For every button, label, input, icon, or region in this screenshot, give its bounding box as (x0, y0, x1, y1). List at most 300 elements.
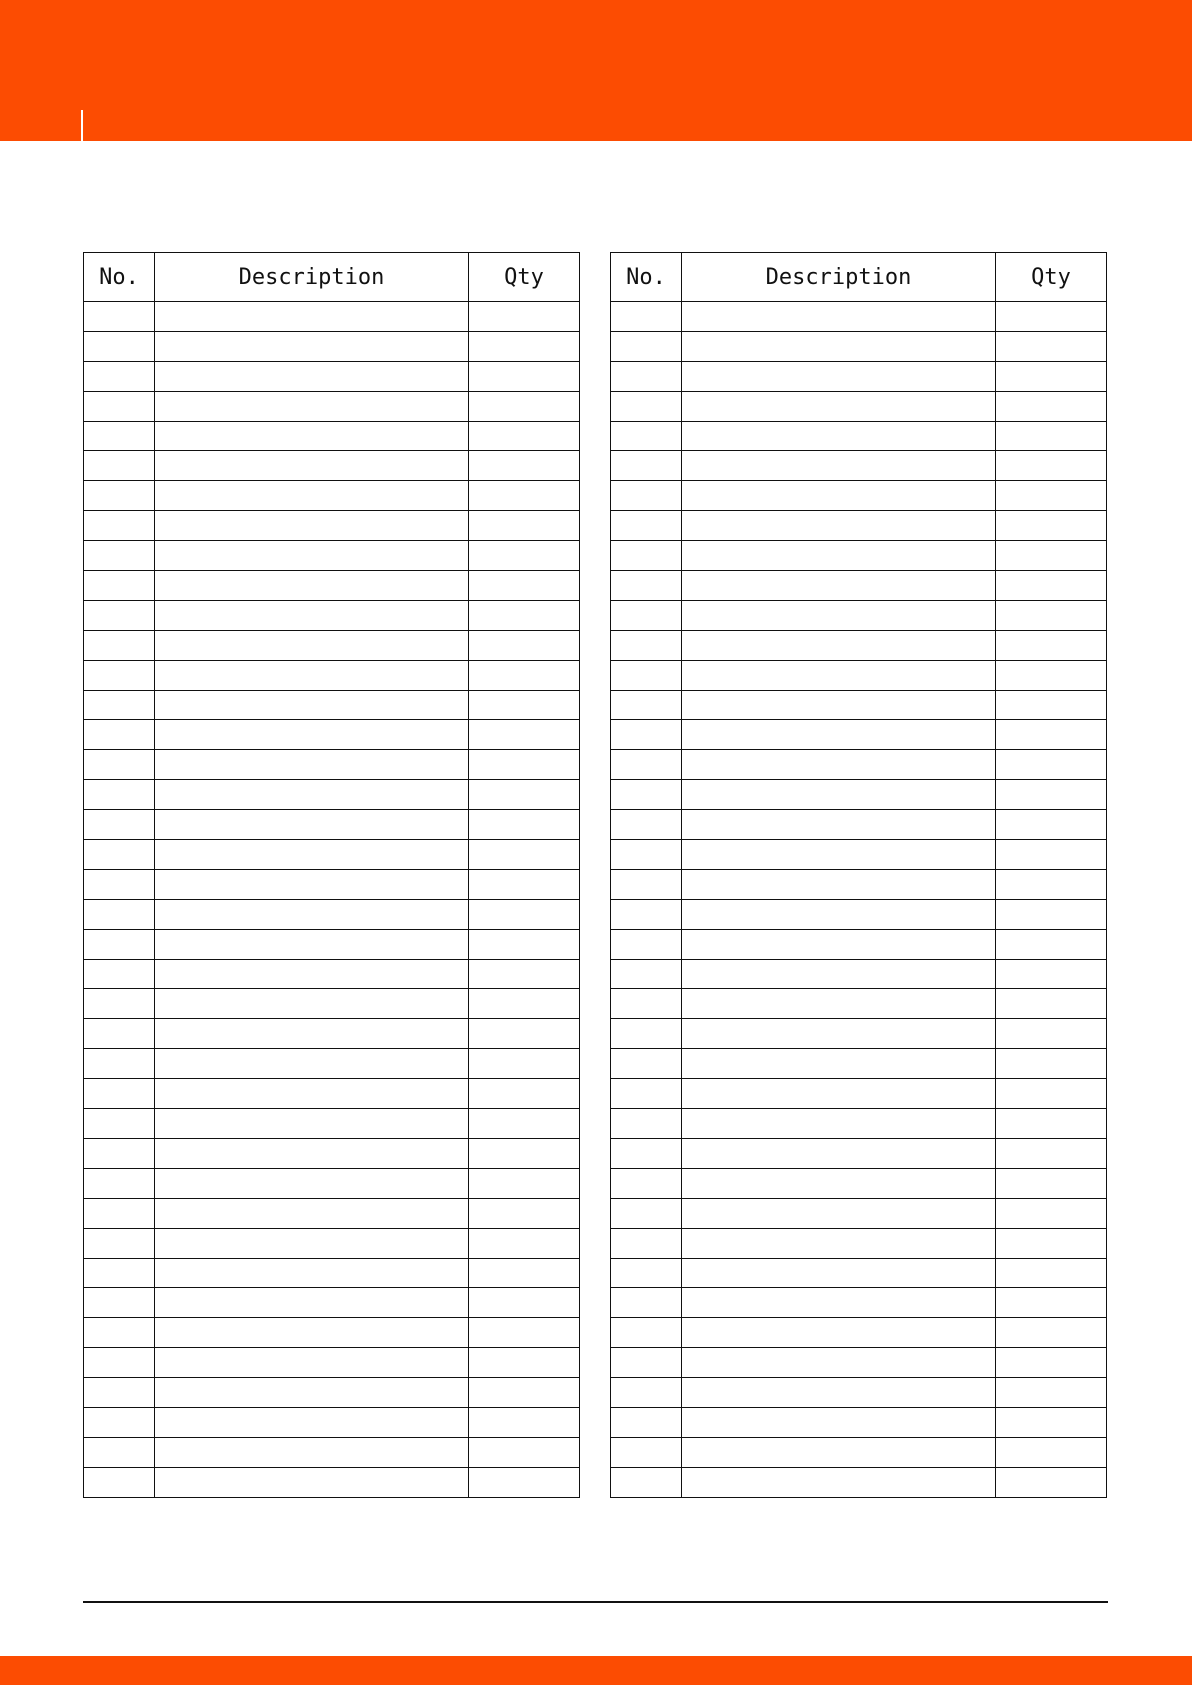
no-cell[interactable] (84, 541, 155, 571)
description-cell[interactable] (682, 1318, 996, 1348)
qty-cell[interactable] (469, 1407, 580, 1437)
no-cell[interactable] (611, 571, 682, 601)
qty-cell[interactable] (469, 1437, 580, 1467)
no-cell[interactable] (611, 1348, 682, 1378)
qty-cell[interactable] (996, 929, 1107, 959)
description-cell[interactable] (682, 690, 996, 720)
table-row (611, 391, 1107, 421)
no-cell[interactable] (611, 331, 682, 361)
no-cell[interactable] (84, 451, 155, 481)
description-cell[interactable] (155, 1198, 469, 1228)
table-header-row (84, 253, 580, 302)
qty-cell[interactable] (469, 690, 580, 720)
table-row (84, 541, 580, 571)
qty-cell[interactable] (996, 331, 1107, 361)
description-cell[interactable] (155, 541, 469, 571)
no-cell[interactable] (611, 690, 682, 720)
no-cell[interactable] (84, 1109, 155, 1139)
table-row (611, 1258, 1107, 1288)
description-cell[interactable] (155, 391, 469, 421)
qty-cell[interactable] (469, 302, 580, 332)
no-cell[interactable] (84, 302, 155, 332)
description-cell[interactable] (682, 1258, 996, 1288)
no-cell[interactable] (84, 750, 155, 780)
no-cell[interactable] (611, 959, 682, 989)
no-cell[interactable] (84, 1288, 155, 1318)
qty-cell[interactable] (996, 660, 1107, 690)
table-row (84, 421, 580, 451)
table-row (611, 1168, 1107, 1198)
qty-cell[interactable] (996, 1079, 1107, 1109)
table-row (611, 571, 1107, 601)
qty-cell[interactable] (996, 391, 1107, 421)
description-cell[interactable] (682, 1198, 996, 1228)
description-cell[interactable] (155, 750, 469, 780)
table-row (611, 720, 1107, 750)
qty-cell[interactable] (996, 302, 1107, 332)
qty-cell[interactable] (469, 600, 580, 630)
description-cell[interactable] (155, 840, 469, 870)
description-cell[interactable] (682, 1407, 996, 1437)
qty-cell[interactable] (996, 1109, 1107, 1139)
qty-cell[interactable] (469, 1228, 580, 1258)
description-cell[interactable] (682, 1138, 996, 1168)
no-cell[interactable] (84, 869, 155, 899)
no-cell[interactable] (611, 361, 682, 391)
description-cell[interactable] (155, 1258, 469, 1288)
description-cell[interactable] (155, 989, 469, 1019)
description-cell[interactable] (155, 1348, 469, 1378)
qty-cell[interactable] (469, 451, 580, 481)
description-cell[interactable] (682, 1437, 996, 1467)
qty-cell[interactable] (996, 1228, 1107, 1258)
qty-cell[interactable] (996, 720, 1107, 750)
table-row (84, 899, 580, 929)
qty-cell[interactable] (996, 541, 1107, 571)
no-cell[interactable] (84, 690, 155, 720)
no-cell[interactable] (84, 840, 155, 870)
qty-cell[interactable] (996, 869, 1107, 899)
description-cell[interactable] (155, 1378, 469, 1408)
description-cell[interactable] (155, 1288, 469, 1318)
description-cell[interactable] (682, 1348, 996, 1378)
qty-cell[interactable] (996, 810, 1107, 840)
description-cell[interactable] (682, 1467, 996, 1497)
no-cell[interactable] (84, 1407, 155, 1437)
qty-cell[interactable] (469, 421, 580, 451)
description-cell[interactable] (682, 630, 996, 660)
description-cell[interactable] (155, 1168, 469, 1198)
no-cell[interactable] (611, 1437, 682, 1467)
description-cell[interactable] (155, 1109, 469, 1139)
no-cell[interactable] (611, 1228, 682, 1258)
no-cell[interactable] (84, 600, 155, 630)
no-cell[interactable] (611, 750, 682, 780)
table-row (84, 511, 580, 541)
description-cell[interactable] (155, 600, 469, 630)
qty-cell[interactable] (469, 541, 580, 571)
description-cell[interactable] (155, 481, 469, 511)
table-row (84, 571, 580, 601)
description-cell[interactable] (155, 1019, 469, 1049)
description-cell[interactable] (682, 720, 996, 750)
no-cell[interactable] (84, 511, 155, 541)
no-cell[interactable] (84, 571, 155, 601)
table-row (611, 481, 1107, 511)
table-row (611, 600, 1107, 630)
table-row (84, 1138, 580, 1168)
qty-cell[interactable] (469, 511, 580, 541)
qty-cell[interactable] (469, 391, 580, 421)
qty-cell[interactable] (469, 1348, 580, 1378)
description-cell[interactable] (155, 1138, 469, 1168)
qty-cell[interactable] (996, 1407, 1107, 1437)
description-cell[interactable] (155, 929, 469, 959)
description-cell[interactable] (155, 302, 469, 332)
description-cell[interactable] (155, 1467, 469, 1497)
table-row (611, 959, 1107, 989)
description-cell[interactable] (682, 1378, 996, 1408)
qty-cell[interactable] (996, 1467, 1107, 1497)
qty-cell[interactable] (996, 421, 1107, 451)
qty-cell[interactable] (996, 511, 1107, 541)
no-cell[interactable] (84, 929, 155, 959)
description-cell[interactable] (155, 451, 469, 481)
description-cell[interactable] (682, 989, 996, 1019)
qty-cell[interactable] (469, 989, 580, 1019)
qty-cell[interactable] (469, 630, 580, 660)
table-body-left (84, 302, 580, 1498)
description-cell[interactable] (155, 720, 469, 750)
table-row (611, 511, 1107, 541)
no-cell[interactable] (611, 1288, 682, 1318)
no-cell[interactable] (611, 391, 682, 421)
no-cell[interactable] (611, 511, 682, 541)
no-cell[interactable] (84, 331, 155, 361)
no-cell[interactable] (611, 1258, 682, 1288)
table-row (611, 421, 1107, 451)
qty-cell[interactable] (469, 361, 580, 391)
description-cell[interactable] (682, 1168, 996, 1198)
qty-cell[interactable] (996, 959, 1107, 989)
description-cell[interactable] (155, 899, 469, 929)
qty-cell[interactable] (469, 481, 580, 511)
no-cell[interactable] (84, 1348, 155, 1378)
table-row (84, 1348, 580, 1378)
table-row (84, 929, 580, 959)
no-cell[interactable] (84, 1168, 155, 1198)
qty-cell[interactable] (469, 1258, 580, 1288)
description-cell[interactable] (682, 959, 996, 989)
no-cell[interactable] (611, 720, 682, 750)
table-row (611, 1079, 1107, 1109)
description-cell[interactable] (155, 1407, 469, 1437)
table-row (611, 1019, 1107, 1049)
qty-cell[interactable] (469, 840, 580, 870)
qty-cell[interactable] (996, 899, 1107, 929)
description-cell[interactable] (155, 690, 469, 720)
table-row (611, 780, 1107, 810)
qty-cell[interactable] (996, 1019, 1107, 1049)
no-cell[interactable] (84, 1437, 155, 1467)
no-cell[interactable] (611, 421, 682, 451)
description-cell[interactable] (682, 361, 996, 391)
no-cell[interactable] (611, 1318, 682, 1348)
no-cell[interactable] (611, 302, 682, 332)
no-cell[interactable] (611, 840, 682, 870)
no-cell[interactable] (611, 630, 682, 660)
table-row (84, 810, 580, 840)
table-row (84, 1198, 580, 1228)
no-cell[interactable] (611, 660, 682, 690)
description-cell[interactable] (155, 361, 469, 391)
qty-cell[interactable] (996, 1437, 1107, 1467)
qty-cell[interactable] (469, 1288, 580, 1318)
no-cell[interactable] (84, 1019, 155, 1049)
description-cell[interactable] (682, 1228, 996, 1258)
no-cell[interactable] (611, 541, 682, 571)
no-cell[interactable] (611, 1407, 682, 1437)
qty-cell[interactable] (469, 1467, 580, 1497)
no-cell[interactable] (84, 660, 155, 690)
column-header-description: Description (682, 253, 996, 302)
qty-cell[interactable] (469, 720, 580, 750)
column-header-no: No. (84, 253, 155, 302)
description-cell[interactable] (155, 1318, 469, 1348)
no-cell[interactable] (84, 899, 155, 929)
table-row (611, 1348, 1107, 1378)
no-cell[interactable] (84, 780, 155, 810)
description-cell[interactable] (682, 1049, 996, 1079)
table-row (611, 840, 1107, 870)
table-row (84, 1049, 580, 1079)
no-cell[interactable] (84, 421, 155, 451)
description-cell[interactable] (682, 302, 996, 332)
table-row (84, 1019, 580, 1049)
no-cell[interactable] (611, 1467, 682, 1497)
qty-cell[interactable] (469, 331, 580, 361)
no-cell[interactable] (84, 1378, 155, 1408)
qty-cell[interactable] (996, 630, 1107, 660)
table-row (611, 630, 1107, 660)
table-row (84, 780, 580, 810)
description-cell[interactable] (682, 1019, 996, 1049)
description-cell[interactable] (155, 630, 469, 660)
description-cell[interactable] (155, 1049, 469, 1079)
no-cell[interactable] (84, 810, 155, 840)
description-cell[interactable] (155, 1437, 469, 1467)
qty-cell[interactable] (469, 899, 580, 929)
description-cell[interactable] (682, 541, 996, 571)
qty-cell[interactable] (469, 780, 580, 810)
no-cell[interactable] (611, 1019, 682, 1049)
qty-cell[interactable] (996, 1288, 1107, 1318)
qty-cell[interactable] (996, 1348, 1107, 1378)
description-cell[interactable] (682, 869, 996, 899)
description-cell[interactable] (682, 451, 996, 481)
qty-cell[interactable] (469, 571, 580, 601)
table-row (611, 810, 1107, 840)
description-cell[interactable] (155, 810, 469, 840)
table-row (84, 1407, 580, 1437)
table-row (611, 1378, 1107, 1408)
table-row (611, 541, 1107, 571)
qty-cell[interactable] (996, 1378, 1107, 1408)
description-cell[interactable] (682, 1288, 996, 1318)
qty-cell[interactable] (996, 750, 1107, 780)
qty-cell[interactable] (996, 361, 1107, 391)
no-cell[interactable] (84, 630, 155, 660)
qty-cell[interactable] (996, 571, 1107, 601)
qty-cell[interactable] (469, 1138, 580, 1168)
qty-cell[interactable] (469, 1318, 580, 1348)
qty-cell[interactable] (996, 989, 1107, 1019)
no-cell[interactable] (84, 989, 155, 1019)
table-row (611, 1407, 1107, 1437)
no-cell[interactable] (611, 1049, 682, 1079)
qty-cell[interactable] (469, 1019, 580, 1049)
no-cell[interactable] (84, 1318, 155, 1348)
no-cell[interactable] (84, 481, 155, 511)
qty-cell[interactable] (996, 780, 1107, 810)
description-cell[interactable] (155, 780, 469, 810)
no-cell[interactable] (611, 1079, 682, 1109)
description-cell[interactable] (155, 959, 469, 989)
description-cell[interactable] (682, 810, 996, 840)
no-cell[interactable] (611, 600, 682, 630)
qty-cell[interactable] (996, 840, 1107, 870)
table-row (611, 899, 1107, 929)
qty-cell[interactable] (996, 1138, 1107, 1168)
no-cell[interactable] (84, 1049, 155, 1079)
no-cell[interactable] (84, 391, 155, 421)
description-cell[interactable] (155, 571, 469, 601)
qty-cell[interactable] (469, 869, 580, 899)
table-row (611, 451, 1107, 481)
description-cell[interactable] (155, 511, 469, 541)
table-row (84, 750, 580, 780)
description-cell[interactable] (682, 421, 996, 451)
description-cell[interactable] (682, 481, 996, 511)
qty-cell[interactable] (469, 929, 580, 959)
qty-cell[interactable] (469, 1378, 580, 1408)
column-header-qty: Qty (469, 253, 580, 302)
column-header-description: Description (155, 253, 469, 302)
no-cell[interactable] (611, 1168, 682, 1198)
table-row (84, 361, 580, 391)
description-cell[interactable] (682, 750, 996, 780)
no-cell[interactable] (84, 1467, 155, 1497)
no-cell[interactable] (84, 1228, 155, 1258)
description-cell[interactable] (682, 840, 996, 870)
qty-cell[interactable] (469, 810, 580, 840)
table-row (84, 451, 580, 481)
table-row (611, 690, 1107, 720)
qty-cell[interactable] (469, 1049, 580, 1079)
table-row (84, 1228, 580, 1258)
no-cell[interactable] (84, 1258, 155, 1288)
qty-cell[interactable] (469, 1109, 580, 1139)
no-cell[interactable] (611, 481, 682, 511)
description-cell[interactable] (155, 331, 469, 361)
qty-cell[interactable] (469, 1168, 580, 1198)
description-cell[interactable] (155, 869, 469, 899)
description-cell[interactable] (682, 511, 996, 541)
no-cell[interactable] (84, 959, 155, 989)
description-cell[interactable] (155, 1079, 469, 1109)
qty-cell[interactable] (469, 660, 580, 690)
description-cell[interactable] (155, 660, 469, 690)
no-cell[interactable] (84, 1138, 155, 1168)
description-cell[interactable] (682, 899, 996, 929)
no-cell[interactable] (611, 929, 682, 959)
table-header-row (611, 253, 1107, 302)
description-cell[interactable] (682, 571, 996, 601)
no-cell[interactable] (611, 1109, 682, 1139)
qty-cell[interactable] (996, 1168, 1107, 1198)
qty-cell[interactable] (996, 481, 1107, 511)
table-body-right (611, 302, 1107, 1498)
qty-cell[interactable] (469, 1079, 580, 1109)
qty-cell[interactable] (996, 690, 1107, 720)
no-cell[interactable] (611, 1378, 682, 1408)
table-row (84, 630, 580, 660)
no-cell[interactable] (611, 451, 682, 481)
no-cell[interactable] (611, 899, 682, 929)
no-cell[interactable] (84, 1198, 155, 1228)
description-cell[interactable] (682, 331, 996, 361)
qty-cell[interactable] (996, 1318, 1107, 1348)
no-cell[interactable] (611, 989, 682, 1019)
description-cell[interactable] (682, 780, 996, 810)
description-cell[interactable] (682, 929, 996, 959)
qty-cell[interactable] (469, 1198, 580, 1228)
qty-cell[interactable] (996, 1258, 1107, 1288)
description-cell[interactable] (682, 391, 996, 421)
description-cell[interactable] (682, 660, 996, 690)
no-cell[interactable] (84, 361, 155, 391)
column-header-no: No. (611, 253, 682, 302)
no-cell[interactable] (611, 869, 682, 899)
description-cell[interactable] (682, 1109, 996, 1139)
no-cell[interactable] (611, 810, 682, 840)
table-row (84, 600, 580, 630)
no-cell[interactable] (84, 720, 155, 750)
qty-cell[interactable] (469, 750, 580, 780)
description-cell[interactable] (155, 421, 469, 451)
table-row (611, 1198, 1107, 1228)
description-cell[interactable] (155, 1228, 469, 1258)
no-cell[interactable] (611, 1138, 682, 1168)
qty-cell[interactable] (996, 600, 1107, 630)
no-cell[interactable] (611, 1198, 682, 1228)
table-row (84, 1318, 580, 1348)
qty-cell[interactable] (996, 451, 1107, 481)
description-cell[interactable] (682, 1079, 996, 1109)
qty-cell[interactable] (996, 1049, 1107, 1079)
qty-cell[interactable] (996, 1198, 1107, 1228)
table-row (611, 1467, 1107, 1497)
no-cell[interactable] (84, 1079, 155, 1109)
parts-table-right (610, 252, 1107, 1498)
qty-cell[interactable] (469, 959, 580, 989)
table-row (84, 1288, 580, 1318)
description-cell[interactable] (682, 600, 996, 630)
table-row (611, 1049, 1107, 1079)
no-cell[interactable] (611, 780, 682, 810)
table-row (84, 869, 580, 899)
table-row (611, 869, 1107, 899)
